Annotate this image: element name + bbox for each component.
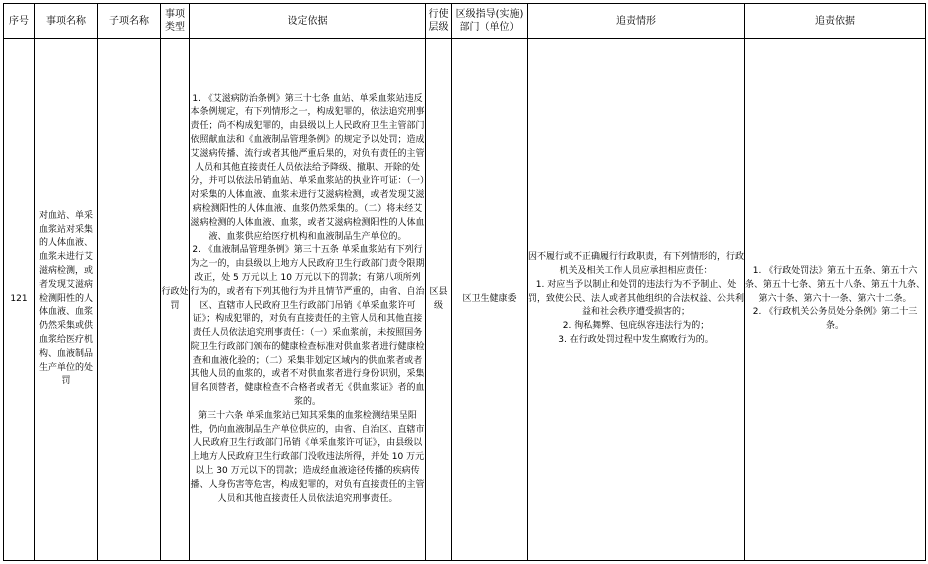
situation-item-2: 2. 徇私舞弊、包庇纵容违法行为的； xyxy=(562,321,710,332)
basis-paragraph-2: 2. 《血液制品管理条例》第三十五条 单采血浆站有下列行为之一的，由县级以上地方人民政府卫生行政部门责令限期改正，处 5 万元以上 10 万元以下的罚款；有第八项所列行为的，或者有下列其他行为并且情节严重的，由省、自治区、直辖市人民政府卫生行政部门吊销《单采血浆许可证》；构成犯罪的，对负有直接责任的主管人员和其他直接责任人员依法追究刑事责任：（一）采血浆前，未按照国务院卫生行政部门颁布的健康检查标准对供血浆者进行健康检查和血液化验的；（二）采集非划定区域内的供血浆者或者其他人员的血浆的，或者不对供血浆者进行身份识别，采集冒名顶替者，健康检查不合格者或者无《供血浆证》者的血浆的。 xyxy=(190,245,425,408)
header-item-type: 事项类型 xyxy=(161,4,190,39)
cell-item-name: 对血站、单采血浆站对采集的人体血液、血浆未进行艾滋病检测，或者发现艾滋病检测阳性的人体血液、血浆仍然采集或供血浆给医疗机构、血液制品生产单位的处罚 xyxy=(35,39,98,561)
header-item-name: 事项名称 xyxy=(35,4,98,39)
cell-basis xyxy=(190,39,426,561)
resp-basis-item-1: 1. 《行政处罚法》第五十五条、第五十六条、第五十七条、第五十八条、第五十九条、第六十条、第六十一条、第六十二条。 xyxy=(745,266,926,304)
header-sub-name: 子项名称 xyxy=(98,4,161,39)
cell-sub-name xyxy=(98,39,161,561)
basis-paragraph-1: 1. 《艾滋病防治条例》第三十七条 血站、单采血浆站违反本条例规定，有下列情形之一，构成犯罪的，依法追究刑事责任；尚不构成犯罪的，由县级以上人民政府卫生主管部门依照献血法和《血液制品管理条例》的规定予以处罚；造成艾滋病传播、流行或者其他严重后果的，对负有责任的主管人员和其他直接责任人员依法给予降级、撤职、开除的处分，并可以依法吊销血站、单采血浆站的执业许可证：（一）对采集的人体血液、血浆未进行艾滋病检测，或者发现艾滋病检测阳性的人体血液、血浆仍然采集的。（二）将未经艾滋病检测的人体血液、血浆，或者艾滋病检测阳性的人体血液、血浆供应给医疗机构和血液制品生产单位的。 xyxy=(190,93,425,242)
header-basis: 设定依据 xyxy=(190,4,426,39)
basis-paragraph-3: 第三十六条 单采血浆站已知其采集的血浆检测结果呈阳性，仍向血液制品生产单位供应的，由省、自治区、直辖市人民政府卫生行政部门吊销《单采血浆许可证》，由县级以上地方人民政府卫生行政部门没收违法所得，并处 10 万元以上 30 万元以下的罚款；造成经血液途径传播的疾病传播、人身伤害等危害，构成犯罪的，对负有直接责任的主管人员和其他直接责任人员依法追究刑事责任。 xyxy=(190,410,425,504)
header-resp-basis: 追责依据 xyxy=(745,4,926,39)
cell-dept: 区卫生健康委 xyxy=(452,39,528,561)
resp-basis-item-2: 2. 《行政机关公务员处分条例》第二十三条。 xyxy=(752,307,918,332)
table-row xyxy=(4,39,926,561)
cell-situations xyxy=(528,39,745,561)
cell-level: 区县级 xyxy=(426,39,452,561)
situation-item-3: 3. 在行政处罚过程中发生腐败行为的。 xyxy=(558,334,714,345)
header-situations: 追责情形 xyxy=(528,4,745,39)
header-dept: 区级指导(实施)部门（单位） xyxy=(452,4,528,39)
situation-intro: 因不履行或不正确履行行政职责，有下列情形的，行政机关及相关工作人员应承担相应责任： xyxy=(528,252,745,276)
cell-item-type: 行政处罚 xyxy=(161,39,190,561)
situation-item-1: 1. 对应当予以制止和处罚的违法行为不予制止、处罚，致使公民、法人或者其他组织的合法权益、公共利益和社会秩序遭受损害的； xyxy=(528,279,745,318)
header-row xyxy=(4,4,926,39)
cell-seq: 121 xyxy=(4,39,35,561)
cell-resp-basis xyxy=(745,39,926,561)
header-level: 行使层级 xyxy=(426,4,452,39)
accountability-table xyxy=(3,3,926,561)
header-seq: 序号 xyxy=(4,4,35,39)
